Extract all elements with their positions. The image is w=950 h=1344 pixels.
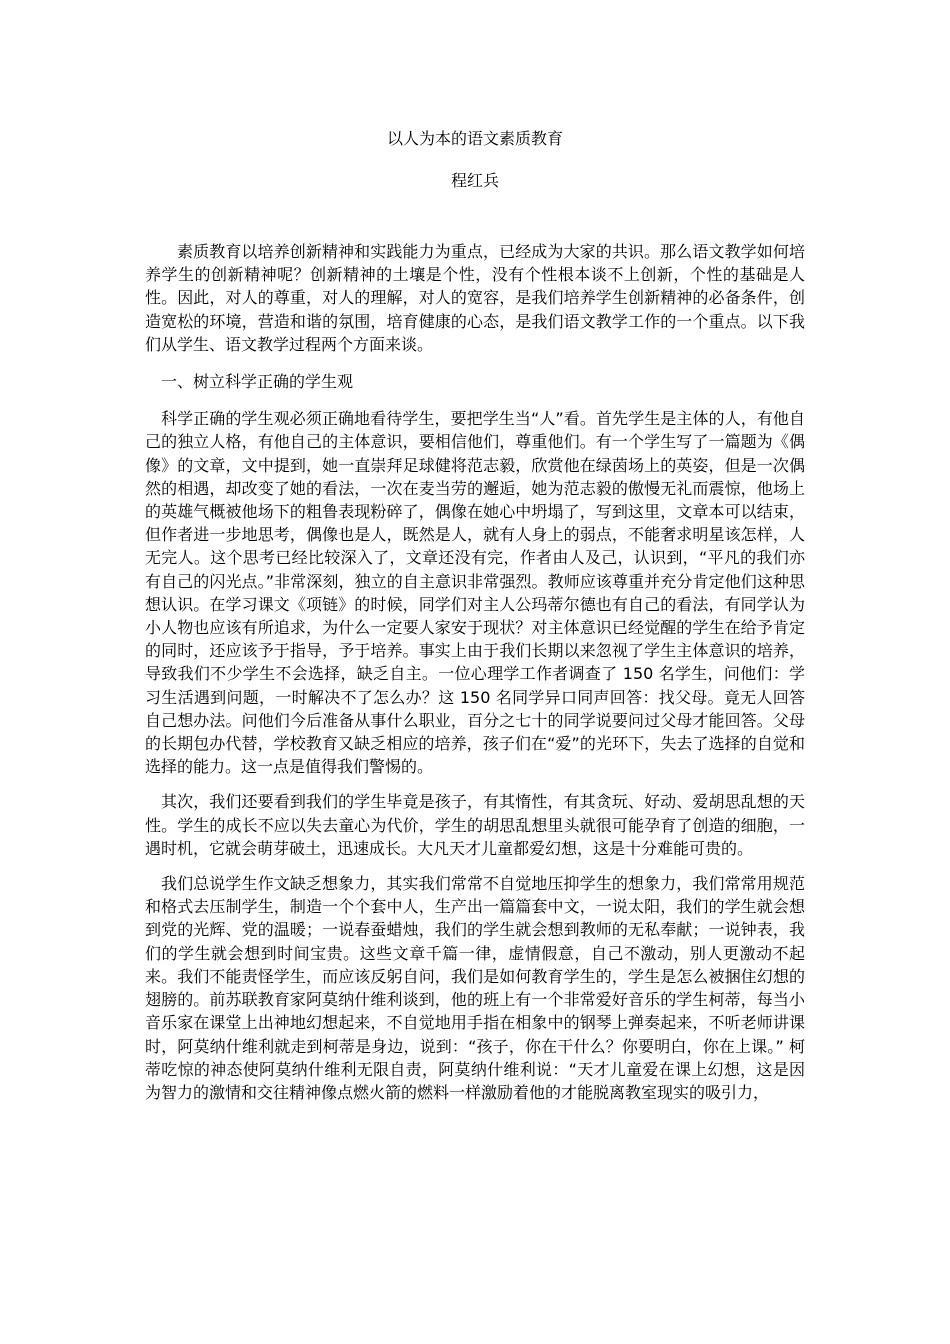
section-heading: 一、树立科学正确的学生观: [161, 372, 354, 392]
author-name: 程红兵: [450, 171, 499, 190]
paragraph-gap: [145, 860, 805, 872]
body-paragraph: 其次，我们还要看到我们的学生毕竟是孩子，有其惰性，有其贪玩、好动、爱胡思乱想的天性。学生的成长不应以失去童心为代价，学生的胡思乱想里头就很可能孕育了创造的细胞，一遇时机，它就会萌芽破土，迅速成长。大凡天才儿童都爱幻想，这是十分难能可贵的。: [145, 792, 805, 858]
paragraph-gap: [145, 356, 805, 370]
paragraph-gap: [145, 778, 805, 790]
document-title: 以人为本的语文素质教育: [386, 129, 563, 148]
intro-paragraph: 素质教育以培养创新精神和实践能力为重点，已经成为大家的共识。那么语文教学如何培养学生的创新精神呢？创新精神的土壤是个性，没有个性根本谈不上创新，个性的基础是人性。因此，对人的尊重，对人的理解，对人的宽容，是我们培养学生创新精神的必备条件，创造宽松的环境，营造和谐的氛围，培育健康的心态，是我们语文教学工作的一个重点。以下我们从学生、语文教学过程两个方面来谈。: [145, 242, 805, 354]
document-body: [145, 240, 805, 1104]
body-paragraph: 科学正确的学生观必须正确地看待学生，要把学生当“人”看。首先学生是主体的人，有他自己的独立人格，有他自己的主体意识，要相信他们，尊重他们。有一个学生写了一篇题为《偶像》的文章，文中提到，她一直崇拜足球健将范志毅，欣赏他在绿茵场上的英姿，但是一次偶然的相遇，却改变了她的看法，一次在麦当劳的邂逅，她为范志毅的傲慢无礼而震惊，他场上的英雄气概被他场下的粗鲁表现粉碎了，偶像在她心中坍塌了，写到这里，文章本可以结束，但作者进一步地思考，偶像也是人，既然是人，就有人身上的弱点，不能奢求明星该怎样，人无完人。这个思考已经比较深入了，文章还没有完，作者由人及己，认识到，“平凡的我们亦有自己的闪光点。”非常深刻，独立的自主意识非常强烈。教师应该尊重并充分肯定他们这种思想认识。在学习课文《项链》的时候，同学们对主人公玛蒂尔德也有自己的看法，有同学认为小人物也应该有所追求，为什么一定要人家安于现状？对主体意识已经觉醒的学生在给予肯定的同时，还应该予于指导，予于培养。事实上由于我们长期以来忽视了学生主体意识的培养，导致我们不少学生不会选择，缺乏自主。一位心理学工作者调查了 150 名学生，问他们：学习生活遇到问题，一时解决不了怎么办？这 150 名同学异口同声回答：找父母。竟无人回答自己想办法。问他们今后准备从事什么职业，百分之七十的同学说要问过父母才能回答。父母的长期包办代替，学校教育又缺乏相应的培养，孩子们在“爱”的光环下，失去了选择的自觉和选择的能力。这一点是值得我们警惕的。: [145, 409, 805, 777]
body-paragraph: 我们总说学生作文缺乏想象力，其实我们常常不自觉地压抑学生的想象力，我们常常用规范和格式去压制学生，制造一个个套中人，生产出一篇篇套中文，一说太阳，我们的学生就会想到党的光辉、党的温暖；一说春蚕蜡烛，我们的学生就会想到教师的无私奉献；一说钟表，我们的学生就会想到时间宝贵。这些文章千篇一律，虚情假意，自己不激动，别人更激动不起来。我们不能责怪学生，而应该反躬自问，我们是如何教育学生的，学生是怎么被捆住幻想的翅膀的。前苏联教育家阿莫纳什维利谈到，他的班上有一个非常爱好音乐的学生柯蒂，每当小音乐家在课堂上出神地幻想起来，不自觉地用手指在相象中的钢琴上弹奏起来，不听老师讲课时，阿莫纳什维利就走到柯蒂是身边，说到：“孩子，你在干什么？你要明白，你在上课。” 柯蒂吃惊的神态使阿莫纳什维利无限自责，阿莫纳什维利说：“天才儿童爱在课上幻想，这是因为智力的激情和交往精神像点燃火箭的燃料一样激励着他的才能脱离教室现实的吸引力，: [145, 874, 805, 1102]
paragraph-gap: [145, 393, 805, 407]
